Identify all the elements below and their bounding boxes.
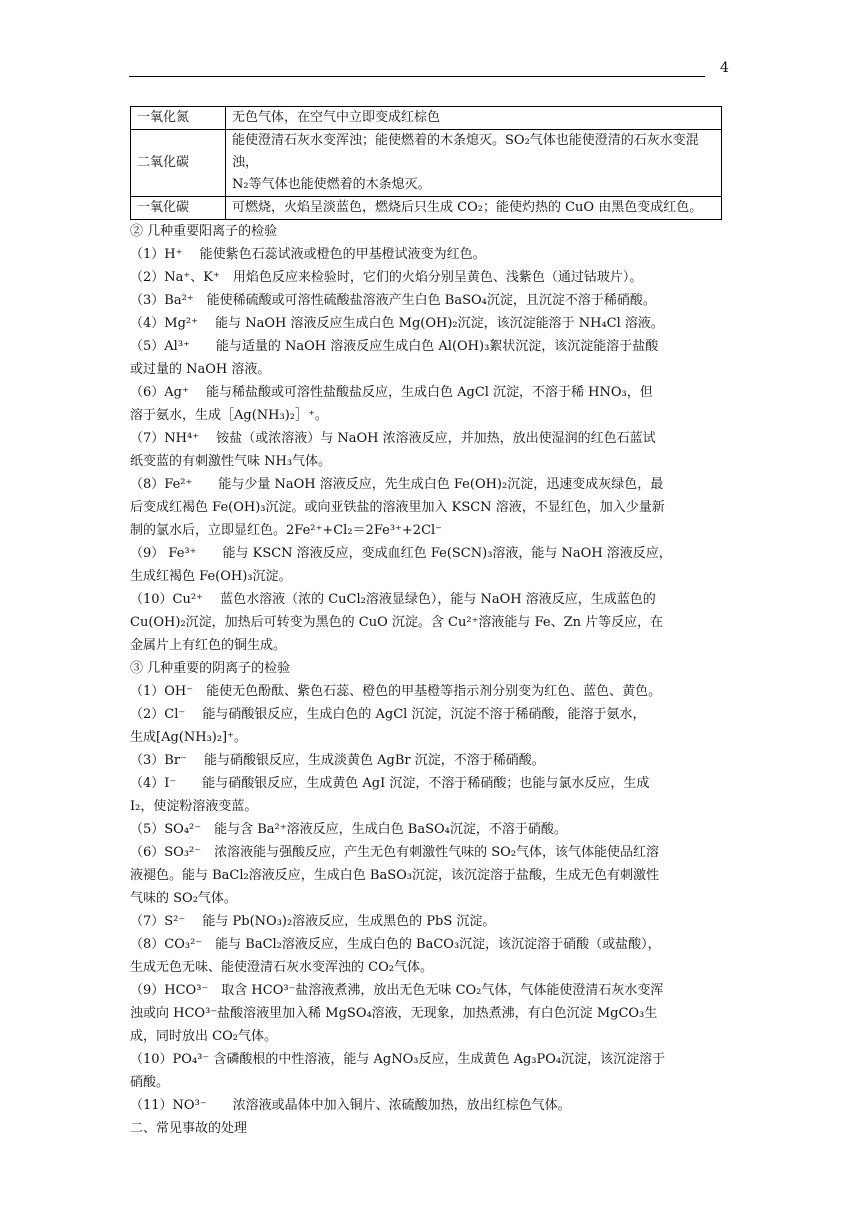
cell-line: 无色气体，在空气中立即变成红棕色	[232, 110, 441, 125]
text-line: 后变成红褐色 Fe(OH)₃沉淀。或向亚铁盐的溶液里加入 KSCN 溶液，不显红色，加入少量新	[130, 500, 665, 515]
text-line: 金属片上有红色的铜生成。	[130, 638, 287, 653]
text-line: （5）Al³⁺ 能与适量的 NaOH 溶液反应生成白色 Al(OH)₃絮状沉淀，该沉淀能溶于盐酸	[130, 339, 659, 354]
cell-line: 能使澄清石灰水变浑浊；能使燃着的木条熄灭。SO₂气体也能使澄清的石灰水变混浊，	[232, 133, 699, 170]
gas-name-cell: 一氧化氮	[131, 107, 226, 130]
text-line: （10）Cu²⁺ 蓝色水溶液（浓的 CuCl₂溶液显绿色），能与 NaOH 溶液反应，生成蓝色的	[130, 592, 656, 607]
text-line: （6）SO₃²⁻ 浓溶液能与强酸反应，产生无色有刺激性气味的 SO₂气体，该气体能使品红溶	[130, 845, 660, 860]
text-line: （6）Ag⁺ 能与稀盐酸或可溶性盐酸盐反应，生成白色 AgCl 沉淀，不溶于稀 HNO₃，但	[130, 385, 653, 400]
document-body	[130, 106, 730, 1140]
text-line: （2）Cl⁻ 能与硝酸银反应，生成白色的 AgCl 沉淀，沉淀不溶于稀硝酸，能溶于氨水，	[130, 707, 646, 722]
text-line: （8）Fe²⁺ 能与少量 NaOH 溶液反应，先生成白色 Fe(OH)₂沉淀，迅速变成灰绿色，最	[130, 477, 664, 492]
gas-test-table	[130, 106, 722, 220]
table-row	[131, 107, 722, 130]
gas-name-cell: 二氧化碳	[131, 130, 226, 197]
cell-line: 可燃烧，火焰呈淡蓝色，燃烧后只生成 CO₂；能使灼热的 CuO 由黑色变成红色。	[232, 200, 703, 215]
table-row	[131, 130, 722, 197]
text-lines	[130, 220, 730, 1140]
text-line: 液褪色。能与 BaCl₂溶液反应，生成白色 BaSO₃沉淀，该沉淀溶于盐酸，生成无色有刺激性	[130, 868, 659, 883]
text-line: （2）Na⁺、K⁺ 用焰色反应来检验时，它们的火焰分别呈黄色、浅紫色（通过钴玻片）。	[130, 270, 643, 285]
text-line: Cu(OH)₂沉淀，加热后可转变为黑色的 CuO 沉淀。含 Cu²⁺溶液能与 Fe、Zn 片等反应，在	[130, 615, 664, 630]
header-rule	[129, 76, 705, 77]
text-line: （9）HCO³⁻ 取含 HCO³⁻盐溶液煮沸，放出无色无味 CO₂气体，气体能使澄清石灰水变浑	[130, 983, 664, 998]
text-line: （1）H⁺ 能使紫色石蕊试液或橙色的甲基橙试液变为红色。	[130, 247, 486, 262]
text-line: （7）NH⁴⁺ 铵盐（或浓溶液）与 NaOH 浓溶液反应，并加热，放出使湿润的红色石蓝试	[130, 431, 656, 446]
text-line: ③ 几种重要的阴离子的检验	[130, 661, 291, 676]
text-line: （4）Mg²⁺ 能与 NaOH 溶液反应生成白色 Mg(OH)₂沉淀，该沉淀能溶于 NH₄Cl 溶液。	[130, 316, 664, 331]
text-line: （11）NO³⁻ 浓溶液或晶体中加入铜片、浓硫酸加热，放出红棕色气体。	[130, 1098, 571, 1113]
text-line: 气味的 SO₂气体。	[130, 891, 237, 906]
text-line: ② 几种重要阳离子的检验	[130, 224, 278, 239]
text-line: （3）Ba²⁺ 能使稀硫酸或可溶性硫酸盐溶液产生白色 BaSO₄沉淀，且沉淀不溶于稀硝酸。	[130, 293, 656, 308]
table-row	[131, 197, 722, 220]
text-line: 二、常见事故的处理	[130, 1121, 248, 1136]
text-line: 或过量的 NaOH 溶液。	[130, 362, 271, 377]
gas-description-cell	[226, 130, 722, 197]
text-line: 硝酸。	[130, 1075, 170, 1090]
text-line: 生成红褐色 Fe(OH)₃沉淀。	[130, 569, 292, 584]
gas-description-cell	[226, 107, 722, 130]
text-line: （4）I⁻ 能与硝酸银反应，生成黄色 AgI 沉淀，不溶于稀硝酸；也能与氯水反应，生成	[130, 776, 650, 791]
gas-name-cell: 一氧化碳	[131, 197, 226, 220]
text-line: （1）OH⁻ 能使无色酚酞、紫色石蕊、橙色的甲基橙等指示剂分别变为红色、蓝色、黄色。	[130, 684, 662, 699]
page-number: 4	[720, 60, 729, 76]
text-line: （5）SO₄²⁻ 能与含 Ba²⁺溶液反应，生成白色 BaSO₄沉淀，不溶于硝酸。	[130, 822, 567, 837]
text-line: 溶于氨水，生成［Ag(NH₃)₂］⁺。	[130, 408, 328, 423]
text-line: 纸变蓝的有刺激性气味 NH₃气体。	[130, 454, 332, 469]
text-line: （9） Fe³⁺ 能与 KSCN 溶液反应，变成血红色 Fe(SCN)₃溶液，能与 NaOH 溶液反应，	[130, 546, 672, 561]
text-line: 生成[Ag(NH₃)₂]⁺。	[130, 730, 247, 745]
gas-description-cell	[226, 197, 722, 220]
text-line: 浊或向 HCO³⁻盐酸溶液里加入稀 MgSO₄溶液，无现象，加热煮沸，有白色沉淀 MgCO₃生	[130, 1006, 658, 1021]
text-line: 生成无色无味、能使澄清石灰水变浑浊的 CO₂气体。	[130, 960, 433, 975]
cell-line: N₂等气体也能使燃着的木条熄灭。	[232, 177, 431, 192]
text-line: （8）CO₃²⁻ 能与 BaCl₂溶液反应，生成白色的 BaCO₃沉淀，该沉淀溶于硝酸（或盐酸），	[130, 937, 661, 952]
text-line: （10）PO₄³⁻ 含磷酸根的中性溶液，能与 AgNO₃反应，生成黄色 Ag₃PO₄沉淀，该沉淀溶于	[130, 1052, 666, 1067]
text-line: 制的氯水后，立即显红色。2Fe²⁺+Cl₂＝2Fe³⁺+2Cl⁻	[130, 523, 443, 538]
text-line: （7）S²⁻ 能与 Pb(NO₃)₂溶液反应，生成黑色的 PbS 沉淀。	[130, 914, 496, 929]
text-line: I₂，使淀粉溶液变蓝。	[130, 799, 258, 814]
text-line: （3）Br⁻ 能与硝酸银反应，生成淡黄色 AgBr 沉淀，不溶于稀硝酸。	[130, 753, 545, 768]
text-line: 成，同时放出 CO₂气体。	[130, 1029, 277, 1044]
